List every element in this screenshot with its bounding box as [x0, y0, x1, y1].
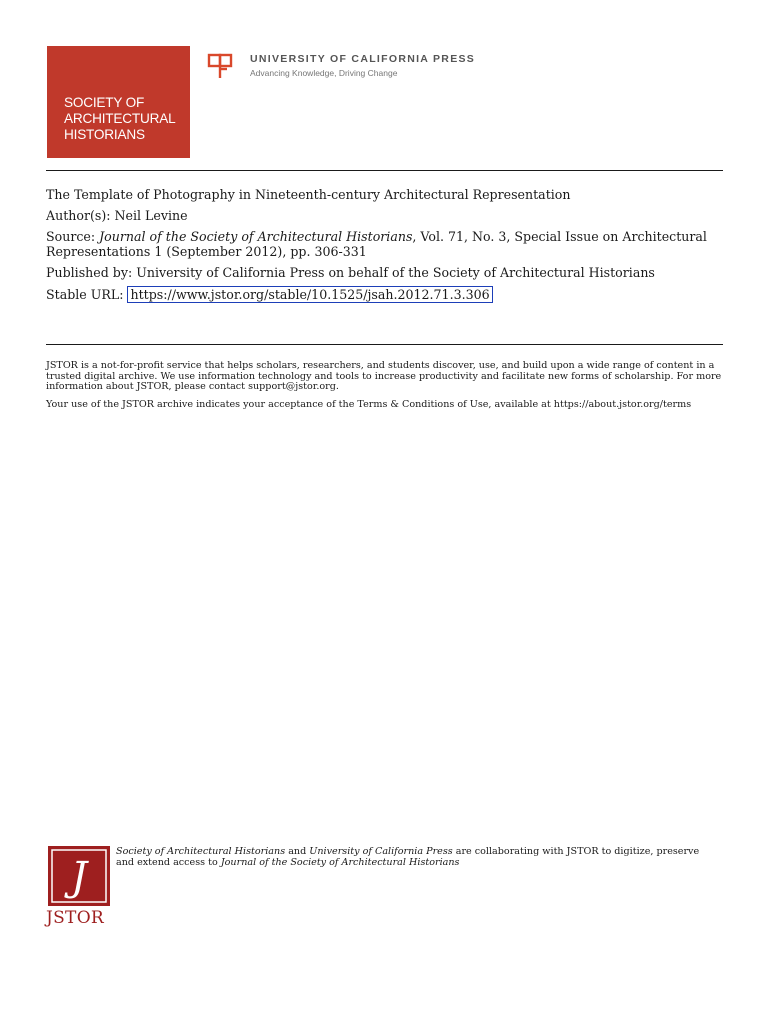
society-logo-line: ARCHITECTURAL — [64, 111, 176, 126]
jstor-wordmark: JSTOR — [46, 908, 105, 928]
journal-title: Journal of the Society of Architectural Historians — [99, 229, 413, 244]
jstor-logo-mark — [48, 846, 110, 906]
author-row — [46, 208, 726, 223]
published-row — [46, 265, 726, 280]
terms-paragraph: Your use of the JSTOR archive indicates your acceptance of the Terms & Conditions of Use, available at https://about.jstor.org/terms — [46, 398, 692, 410]
publisher-tagline: Advancing Knowledge, Driving Change — [250, 68, 398, 78]
society-logo-line: HISTORIANS — [64, 127, 145, 142]
author-label: Author(s): — [46, 208, 111, 223]
publisher-name: UNIVERSITY OF CALIFORNIA PRESS — [250, 53, 476, 65]
stable-url-label: Stable URL: — [46, 287, 124, 302]
collaboration-text: are collaborating with JSTOR to digitize, preserve and extend access to — [116, 846, 700, 868]
publisher-text: University of California Press on behalf of the Society of Architectural Historians — [136, 265, 655, 280]
divider-top — [46, 170, 723, 171]
source-details: , Vol. 71, No. 3, Special Issue on Architectural Representations 1 (September 2012), pp. 306-331 — [46, 229, 707, 259]
source-label: Source: — [46, 229, 96, 244]
conjunction: and — [285, 846, 310, 857]
published-label: Published by: — [46, 265, 133, 280]
divider-middle — [46, 344, 723, 345]
svg-text:J: J — [70, 854, 88, 900]
stable-url-link[interactable]: https://www.jstor.org/stable/10.1525/jsah.2012.71.3.306 — [127, 286, 492, 303]
society-logo-line: SOCIETY OF — [64, 95, 145, 110]
article-title: The Template of Photography in Nineteenth-century Architectural Representation — [46, 187, 571, 202]
footer-journal-title: Journal of the Society of Architectural Historians — [220, 857, 460, 868]
partner-society: Society of Architectural Historians — [116, 846, 286, 857]
source-row — [46, 229, 726, 259]
ucpress-book-icon — [207, 52, 235, 80]
partner-press: University of California Press — [309, 846, 453, 857]
collaboration-note — [116, 846, 716, 868]
article-metadata — [46, 187, 726, 309]
jstor-ornament-icon — [48, 846, 110, 906]
jstor-info-paragraph: JSTOR is a not-for-profit service that helps scholars, researchers, and students discover, use, and build upon a wide range of content in a trusted digital archive. We use information technology and tools to increase productivity and facilitate new forms of scholarship. For more information about JSTOR, please contact support@jstor.org. — [46, 360, 722, 392]
author-name: Neil Levine — [114, 208, 188, 223]
stable-url-row — [46, 286, 726, 303]
jstor-info — [46, 361, 736, 417]
society-logo — [47, 46, 190, 158]
